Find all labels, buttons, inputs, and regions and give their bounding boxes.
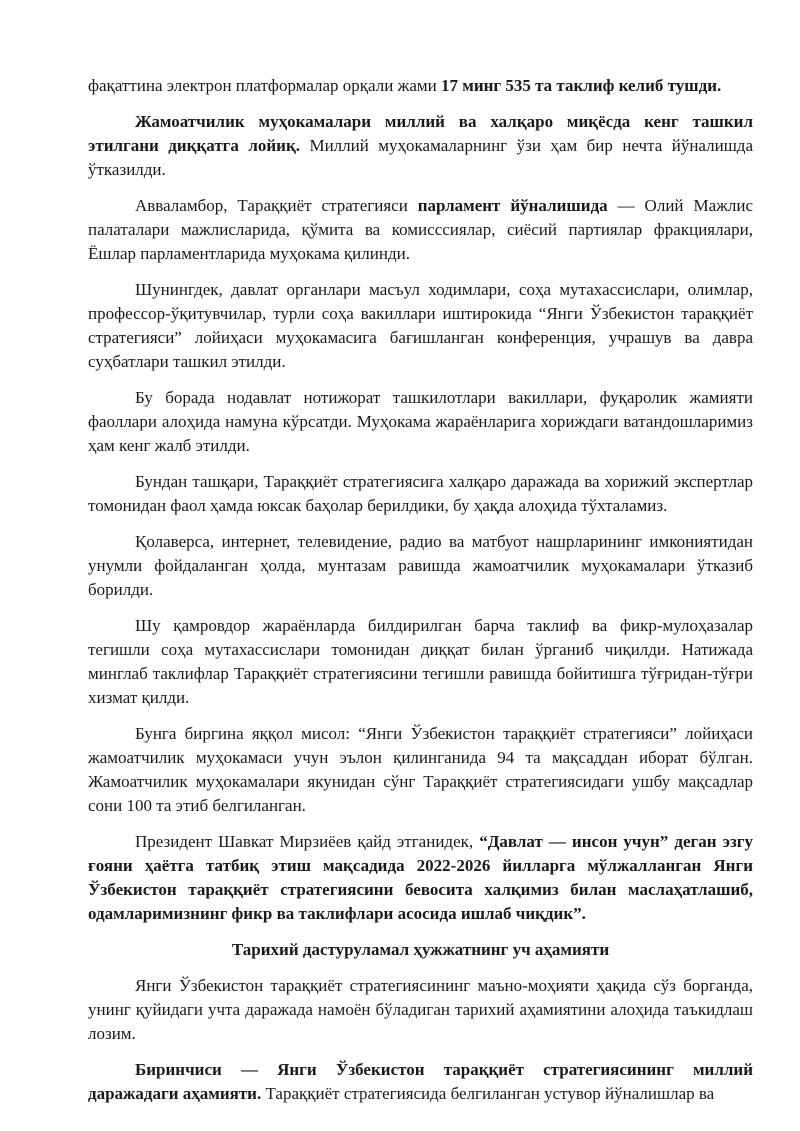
paragraph [88,1058,753,1106]
body-text: Бундан ташқари, Тараққиёт стратегиясига халқаро даражада ва хорижий экспертлар томонидан фаол ҳамда юксак баҳолар берилдики, бу ҳақда алоҳида тўхталамиз. [88,472,753,515]
body-text: Бунга биргина яққол мисол: “Янги Ўзбекистон тараққиёт стратегияси” лойиҳаси жамоатчилик муҳокамаси учун эълон қилинганида 94 та мақсаддан иборат бўлган. Жамоатчилик муҳокамалари якунидан сўнг Тараққиёт стратегиясидаги ушбу мақсадлар сони 100 та этиб белгиланган. [88,724,753,815]
bold-text: парламент йўналишида [417,196,608,215]
bold-text: Жамоатчилик муҳокамалари миллий ва халқаро миқёсда кенг ташкил этилгани диққатга лойиқ. [88,112,753,155]
paragraph [88,530,753,602]
body-text: Янги Ўзбекистон тараққиёт стратегиясининг маъно-моҳияти ҳақида сўз борганда, унинг қуйидаги учта даражада намоён бўладиган тарихий аҳамиятини алоҳида таъкидлаш лозим. [88,976,753,1043]
body-text: Президент Шавкат Мирзиёев қайд этганидек, [135,832,480,851]
document-page [88,74,753,1118]
paragraph [88,194,753,266]
body-text: — Олий Мажлис палаталари мажлисларида, қўмита ва комисссиялар, сиёсий партиялар фракциялари, Ёшлар парламентларида муҳокама қилинди. [88,196,753,263]
body-text: Қолаверса, интернет, телевидение, радио ва матбуот нашрларининг имкониятидан унумли фойдаланган ҳолда, мунтазам равишда жамоатчилик муҳокамалари ўтказиб борилди. [88,532,753,599]
section-heading [88,938,753,962]
paragraph [88,614,753,710]
body-text: Бу борада нодавлат нотижорат ташкилотлари вакиллари, фуқаролик жамияти фаоллари алоҳида намуна кўрсатди. Муҳокама жараёнларига хориждаги ватандошларимиз ҳам кенг жалб этилди. [88,388,753,455]
paragraph [88,278,753,374]
paragraph [88,470,753,518]
paragraph [88,974,753,1046]
body-text: Миллий муҳокамаларнинг ўзи ҳам бир нечта йўналишда ўтказилди. [88,136,753,179]
body-text: Шу қамровдор жараёнларда билдирилган барча таклиф ва фикр-мулоҳазалар тегишли соҳа мутахассислари томонидан диққат билан ўрганиб чиқилди. Натижада минглаб таклифлар Тараққиёт стратегиясини тегишли равишда бойитишга тўғридан-тўғри хизмат қилди. [88,616,753,707]
body-text: Авваламбор, Тараққиёт стратегияси [135,196,418,215]
body-text: Шунингдек, давлат органлари масъул ходимлари, соҳа мутахассислари, олимлар, профессор-ўқитувчилар, турли соҳа вакиллари иштирокида “Янги Ўзбекистон тараққиёт стратегияси” лойиҳаси муҳокамасига бағишланган конференция, учрашув ва давра суҳбатлари ташкил этилди. [88,280,753,371]
bold-text: Тарихий дастуруламал ҳужжатнинг уч аҳамияти [231,940,610,959]
paragraph [88,110,753,182]
bold-text: “Давлат — инсон учун” деган эзгу ғояни ҳаётга татбиқ этиш мақсадида 2022-2026 йилларга мўлжалланган Янги Ўзбекистон тараққиёт стратегиясини бевосита халқимиз билан маслаҳатлашиб, одамларимизнинг фикр ва таклифлари асосида ишлаб чиқдик”. [88,832,753,923]
bold-text: 17 минг 535 та таклиф келиб тушди. [440,76,722,95]
paragraph [88,830,753,926]
bold-text: Биринчиси — Янги Ўзбекистон тараққиёт стратегиясининг миллий даражадаги аҳамияти. [88,1060,753,1103]
body-text: фақаттина электрон платформалар орқали жами [88,76,441,95]
paragraph [88,386,753,458]
paragraph [88,722,753,818]
body-text: Тараққиёт стратегиясида белгиланган устувор йўналишлар ва [261,1084,715,1103]
paragraph [88,74,753,98]
